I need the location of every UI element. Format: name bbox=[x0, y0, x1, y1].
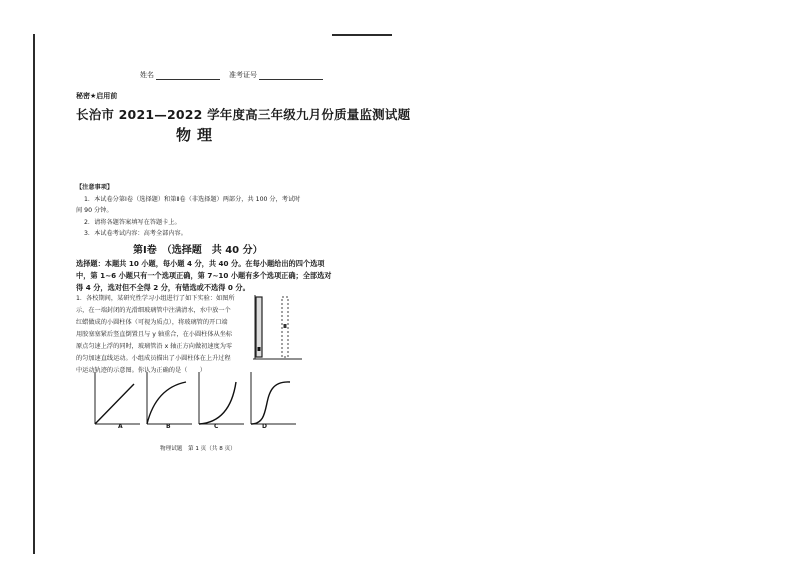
question-line: 用胶塞塞紧后竖直倒置且与 y 轴重合，在小圆柱体从坐标 bbox=[76, 331, 233, 338]
question-line: 红蜡做成的小圆柱体（可视为质点），将玻璃管的开口端 bbox=[76, 319, 228, 326]
page-footer: 物理试题 第 1 页（共 8 页） bbox=[160, 446, 236, 452]
option-d-graph bbox=[251, 372, 296, 424]
question-line: 1．各校期间，某研究性学习小组进行了如下实验：如图所 bbox=[76, 295, 235, 302]
question-1-text bbox=[76, 293, 235, 377]
option-a-graph bbox=[95, 372, 140, 424]
option-c-graph bbox=[199, 372, 244, 424]
trajectory-curve bbox=[251, 382, 290, 424]
instruction-line: 选择题：本题共 10 小题，每小题 4 分，共 40 分。在每小题给出的四个选项 bbox=[76, 259, 325, 268]
trajectory-curve bbox=[95, 384, 134, 424]
instruction-line: 中，第 1~6 小题只有一个选项正确，第 7~10 小题有多个选项正确；全部选对 bbox=[76, 271, 332, 280]
subject-title: 物理 bbox=[176, 126, 219, 144]
exam-title: 长治市 2021—2022 学年度高三年级九月份质量监测试题 bbox=[76, 107, 411, 122]
scan-border-top bbox=[332, 34, 392, 36]
trajectory-curve bbox=[147, 382, 186, 424]
exam-number-field bbox=[229, 70, 323, 80]
red-wax-cylinder bbox=[258, 347, 261, 351]
notes-item: 1．本试卷分第Ⅰ卷（选择题）和第Ⅱ卷（非选择题）两部分，共 100 分，考试时 bbox=[84, 195, 301, 203]
red-wax-cylinder-moved bbox=[284, 324, 287, 328]
scan-border-left bbox=[33, 34, 35, 554]
question-line: 中运动轨迹的示意图。你认为正确的是（ ） bbox=[76, 367, 206, 374]
glass-tube-figure bbox=[246, 291, 304, 363]
notes-block bbox=[76, 182, 300, 240]
name-blank bbox=[156, 79, 220, 80]
notes-item: 2．请将各题答案填写在答题卡上。 bbox=[84, 218, 181, 226]
question-line: 的匀加速直线运动。小组成员描出了小圆柱体在上升过程 bbox=[76, 355, 231, 362]
notes-heading: 【注意事项】 bbox=[76, 184, 114, 191]
exam-number-label: 准考证号 bbox=[229, 71, 257, 79]
option-b-graph bbox=[147, 372, 192, 424]
option-label-c: C bbox=[214, 423, 219, 430]
name-label: 姓名 bbox=[140, 71, 154, 79]
exam-number-blank bbox=[259, 79, 323, 80]
option-label-b: B bbox=[166, 423, 171, 430]
instruction-line: 得 4 分，选对但不全得 2 分，有错选或不选得 0 分。 bbox=[76, 283, 250, 292]
option-label-d: D bbox=[262, 423, 267, 430]
notes-item: 3．本试卷考试内容：高考全部内容。 bbox=[84, 230, 187, 237]
notes-item: 间 90 分钟。 bbox=[76, 207, 113, 214]
option-label-a: A bbox=[118, 423, 123, 430]
name-field bbox=[140, 70, 220, 80]
trajectory-curve bbox=[199, 382, 236, 424]
question-line: 示，在一端封闭的光滑细玻璃管中注满清水，水中放一个 bbox=[76, 307, 231, 314]
question-line: 原点匀速上浮的同时，玻璃管沿 x 轴正方向做初速度为零 bbox=[76, 343, 233, 350]
part1-title: 第Ⅰ卷 （选择题 共 40 分） bbox=[133, 245, 263, 256]
secret-label: 秘密★启用前 bbox=[76, 92, 118, 100]
instructions-block bbox=[76, 258, 332, 294]
